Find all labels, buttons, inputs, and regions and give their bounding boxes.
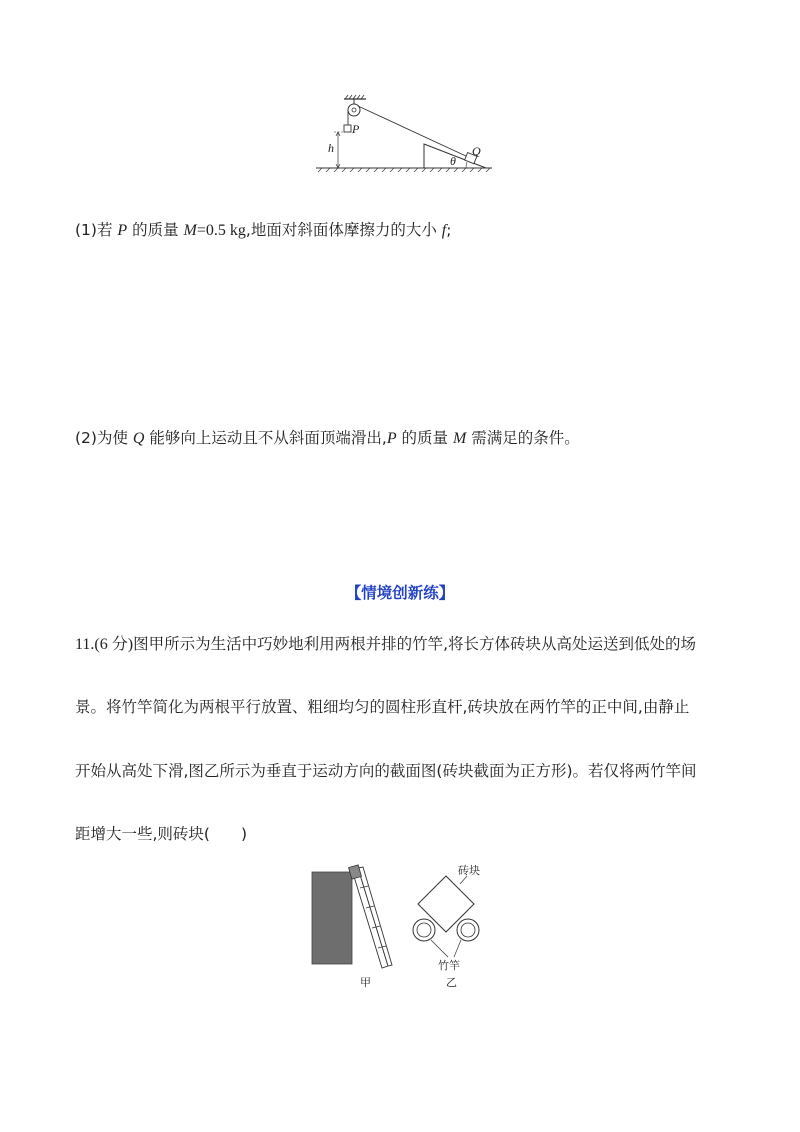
pulley-incline-figure	[310, 92, 500, 176]
section-title: 【情境创新练】	[345, 584, 455, 602]
label-theta: θ	[450, 154, 456, 168]
label-yi: 乙	[446, 976, 457, 989]
q11-line1-text: 图甲所示为生活中巧妙地利用两根并排的竹竿,将长方体砖块从高处运送到低处的场	[133, 635, 697, 653]
q1-var-f: f	[441, 222, 447, 239]
q2-var-p: P	[386, 430, 397, 447]
label-h: h	[328, 141, 334, 155]
question-11-line-1	[75, 634, 696, 655]
q1-var-p: P	[117, 222, 128, 239]
q2-mid2: 的质量	[396, 429, 453, 447]
question-11-line-3: 开始从高处下滑,图乙所示为垂直于运动方向的截面图(砖块截面为正方形)。若仅将两竹竿间	[75, 762, 697, 780]
label-p: P	[352, 122, 360, 136]
label-jia: 甲	[360, 976, 371, 989]
q11-number: 11.(6 分)	[75, 636, 134, 653]
q2-var-m: M	[452, 430, 467, 447]
question-1	[75, 220, 451, 241]
q1-prefix: (1)若	[75, 221, 118, 239]
q2-prefix: (2)为使	[75, 429, 133, 447]
question-2	[75, 428, 580, 449]
question-11-line-2: 景。将竹竿简化为两根平行放置、粗细均匀的圆柱形直杆,砖块放在两竹竿的正中间,由静止	[75, 698, 690, 716]
bamboo-brick-figure	[308, 862, 508, 990]
q2-var-q: Q	[132, 430, 145, 447]
q1-value: =0.5 kg	[196, 222, 246, 239]
label-q: Q	[472, 144, 481, 158]
q1-mid: 的质量	[127, 221, 184, 239]
q2-mid1: 能够向上运动且不从斜面顶端滑出,	[144, 429, 387, 447]
label-bamboo: 竹竿	[438, 959, 460, 972]
question-11-line-4: 距增大一些,则砖块( )	[75, 825, 248, 843]
label-brick: 砖块	[458, 864, 480, 877]
q1-end: ;	[446, 221, 452, 239]
q1-var-m: M	[183, 222, 197, 239]
q2-end: 需满足的条件。	[466, 429, 580, 447]
q1-suffix: ,地面对斜面体摩擦力的大小	[245, 221, 442, 239]
